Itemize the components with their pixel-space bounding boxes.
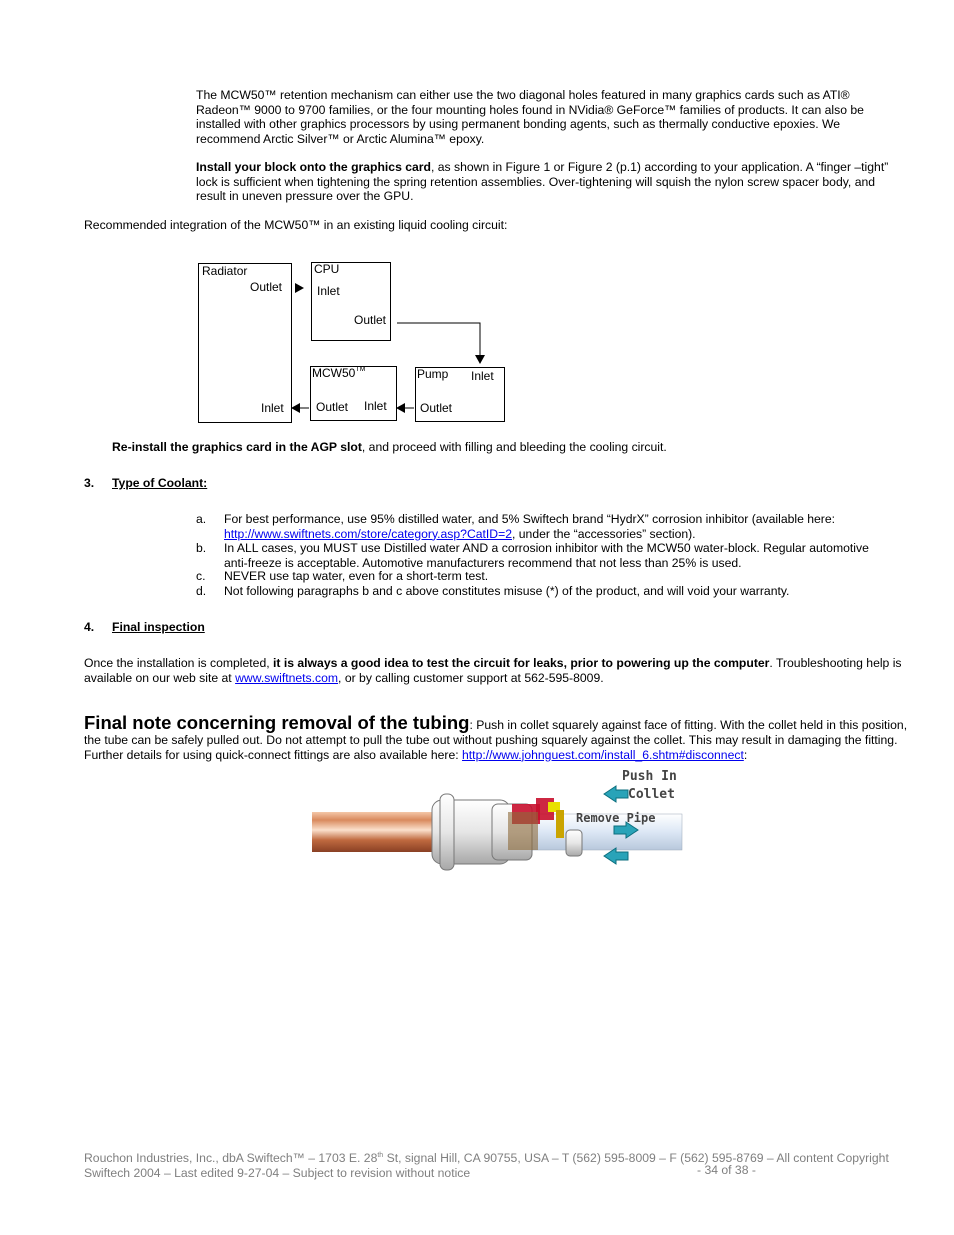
mcw50-outlet-label: Outlet bbox=[316, 400, 349, 414]
intro-paragraph-1: The MCW50™ retention mechanism can either use the two diagonal holes featured in many graphics cards such as ATI® Radeon™ 9000 to 9700 families, or the four mounting holes found in NVidia® GeForce™ families of products. It can also be installed with other graphics processors by using permanent bonding agents, such as thermally conductive epoxies. We recommend Arctic Silver™ or Arctic Alumina™ epoxy. bbox=[196, 88, 864, 146]
coolant-item-a-text-2: , under the “accessories” section). bbox=[512, 526, 696, 541]
final-note-heading: Final note concerning removal of the tubing bbox=[84, 712, 470, 733]
footer-line-2: Swiftech 2004 – Last edited 9-27-04 – Subject to revision without notice bbox=[84, 1165, 471, 1180]
section-4-title: Final inspection bbox=[112, 620, 205, 634]
pump-outlet-label: Outlet bbox=[420, 401, 453, 415]
fitting-body bbox=[432, 794, 582, 870]
coolant-item-b-text: In ALL cases, you MUST use Distilled water AND a corrosion inhibitor with the MCW50 water-block. Regular automotive anti-freeze is acceptable. Automotive manufacturers recommend that not less than 25% is used. bbox=[224, 541, 869, 570]
swiftnets-link[interactable]: www.swiftnets.com bbox=[235, 670, 339, 685]
arrow-cpu-to-pump bbox=[397, 323, 485, 364]
list-marker: c. bbox=[196, 569, 206, 583]
arrow-radiator-to-cpu bbox=[295, 283, 304, 293]
push-in-label: Push In bbox=[622, 769, 677, 784]
fitting-illustration bbox=[312, 768, 684, 876]
cpu-outlet-label: Outlet bbox=[354, 313, 387, 327]
mcw50-label: MCW50™ bbox=[312, 366, 366, 380]
cpu-label: CPU bbox=[314, 262, 340, 276]
final-note-text: : Push in collet squarely against face of fitting. With the collet held in this position, the tube can be safely pulled out. Do not attempt to pull the tube out without pushing squarely against the collet. This may result in damaging the fitting. Further details for using quick-connect fittings are also available here: bbox=[84, 718, 908, 762]
johnguest-link[interactable]: http://www.johnguest.com/install_6.shtm#disconnect bbox=[462, 747, 744, 762]
radiator-outlet-label: Outlet bbox=[250, 280, 283, 294]
footer-superscript: th bbox=[377, 1152, 384, 1159]
remove-pipe-label: Remove Pipe bbox=[576, 811, 656, 825]
cpu-inlet-label: Inlet bbox=[317, 284, 340, 298]
install-block-text: , as shown in Figure 1 or Figure 2 (p.1) according to your application. A “finger –tight” lock is sufficient when tightening the spring retention assemblies. Over-tightening will squish the nylon screw spacer body, and result in uneven pressure over the GPU. bbox=[196, 160, 889, 203]
final-inspection-paragraph: Once the installation is completed, it is always a good idea to test the circuit for leaks, prior to powering up the computer. Troubleshooting help is available on our web site at www.swiftnets.com, or by calling customer support at 562-595-8009. bbox=[84, 656, 902, 685]
section-3-number: 3. bbox=[84, 476, 95, 490]
footer-line-1: Rouchon Industries, Inc., dbA Swiftech™ – 1703 E. 28th St, signal Hill, CA 90755, USA – T (562) 595-8009 – F (562) 595-8769 – All content Copyright bbox=[84, 1151, 889, 1166]
page-number: - 34 of 38 - bbox=[697, 1163, 756, 1177]
push-arrow-top bbox=[604, 786, 628, 802]
coolant-item-c-text: NEVER use tap water, even for a short-term test. bbox=[224, 569, 489, 583]
hydrx-store-link[interactable]: http://www.swiftnets.com/store/category.asp?CatID=2 bbox=[224, 526, 512, 541]
reinstall-bold: Re-install the graphics card in the AGP slot bbox=[112, 440, 362, 454]
leak-test-bold: it is always a good idea to test the circuit for leaks, prior to powering up the computer bbox=[273, 656, 770, 670]
pump-label: Pump bbox=[417, 367, 449, 381]
radiator-label: Radiator bbox=[202, 264, 248, 278]
mcw50-inlet-label: Inlet bbox=[364, 399, 387, 413]
arrow-mcw50-to-radiator bbox=[291, 403, 309, 413]
coolant-item-a-text: For best performance, use 95% distilled water, and 5% Swiftech brand “HydrX” corrosion inhibitor (available here: bbox=[224, 512, 836, 526]
integration-caption: Recommended integration of the MCW50™ in an existing liquid cooling circuit: bbox=[84, 218, 508, 232]
footer bbox=[84, 1149, 924, 1180]
section-4-number: 4. bbox=[84, 620, 95, 634]
mcw50-tm: TM bbox=[355, 366, 366, 373]
pump-inlet-label: Inlet bbox=[471, 369, 494, 383]
diagram-connectors bbox=[0, 0, 954, 450]
push-arrow-bottom bbox=[604, 848, 628, 864]
section-3-title: Type of Coolant: bbox=[112, 476, 208, 490]
list-marker: a. bbox=[196, 512, 207, 526]
section-3-heading bbox=[84, 476, 208, 490]
install-block-bold: Install your block onto the graphics card bbox=[196, 160, 431, 174]
section-4-heading bbox=[84, 620, 205, 634]
reinstall-paragraph bbox=[112, 440, 667, 455]
list-marker: d. bbox=[196, 584, 207, 598]
reinstall-text: , and proceed with filling and bleeding the cooling circuit. bbox=[361, 440, 667, 454]
coolant-item-d-text: Not following paragraphs b and c above constitutes misuse (*) of the product, and will void your warranty. bbox=[224, 584, 790, 598]
arrow-pump-to-mcw50 bbox=[396, 403, 414, 413]
copper-tube bbox=[312, 812, 447, 852]
collet-label: Collet bbox=[628, 787, 675, 802]
radiator-inlet-label: Inlet bbox=[261, 401, 284, 415]
list-marker: b. bbox=[196, 541, 207, 555]
final-note-paragraph: Final note concerning removal of the tubing: Push in collet squarely against face of fitting. With the collet held in this position, the tube can be safely pulled out. Do not attempt to pull the tube out without pushing squarely against the collet. This may result in damaging the fitting. Further details for using quick-connect fittings are also available here: http://www.johnguest.com/install_6.shtm#disconnect: bbox=[84, 712, 908, 762]
